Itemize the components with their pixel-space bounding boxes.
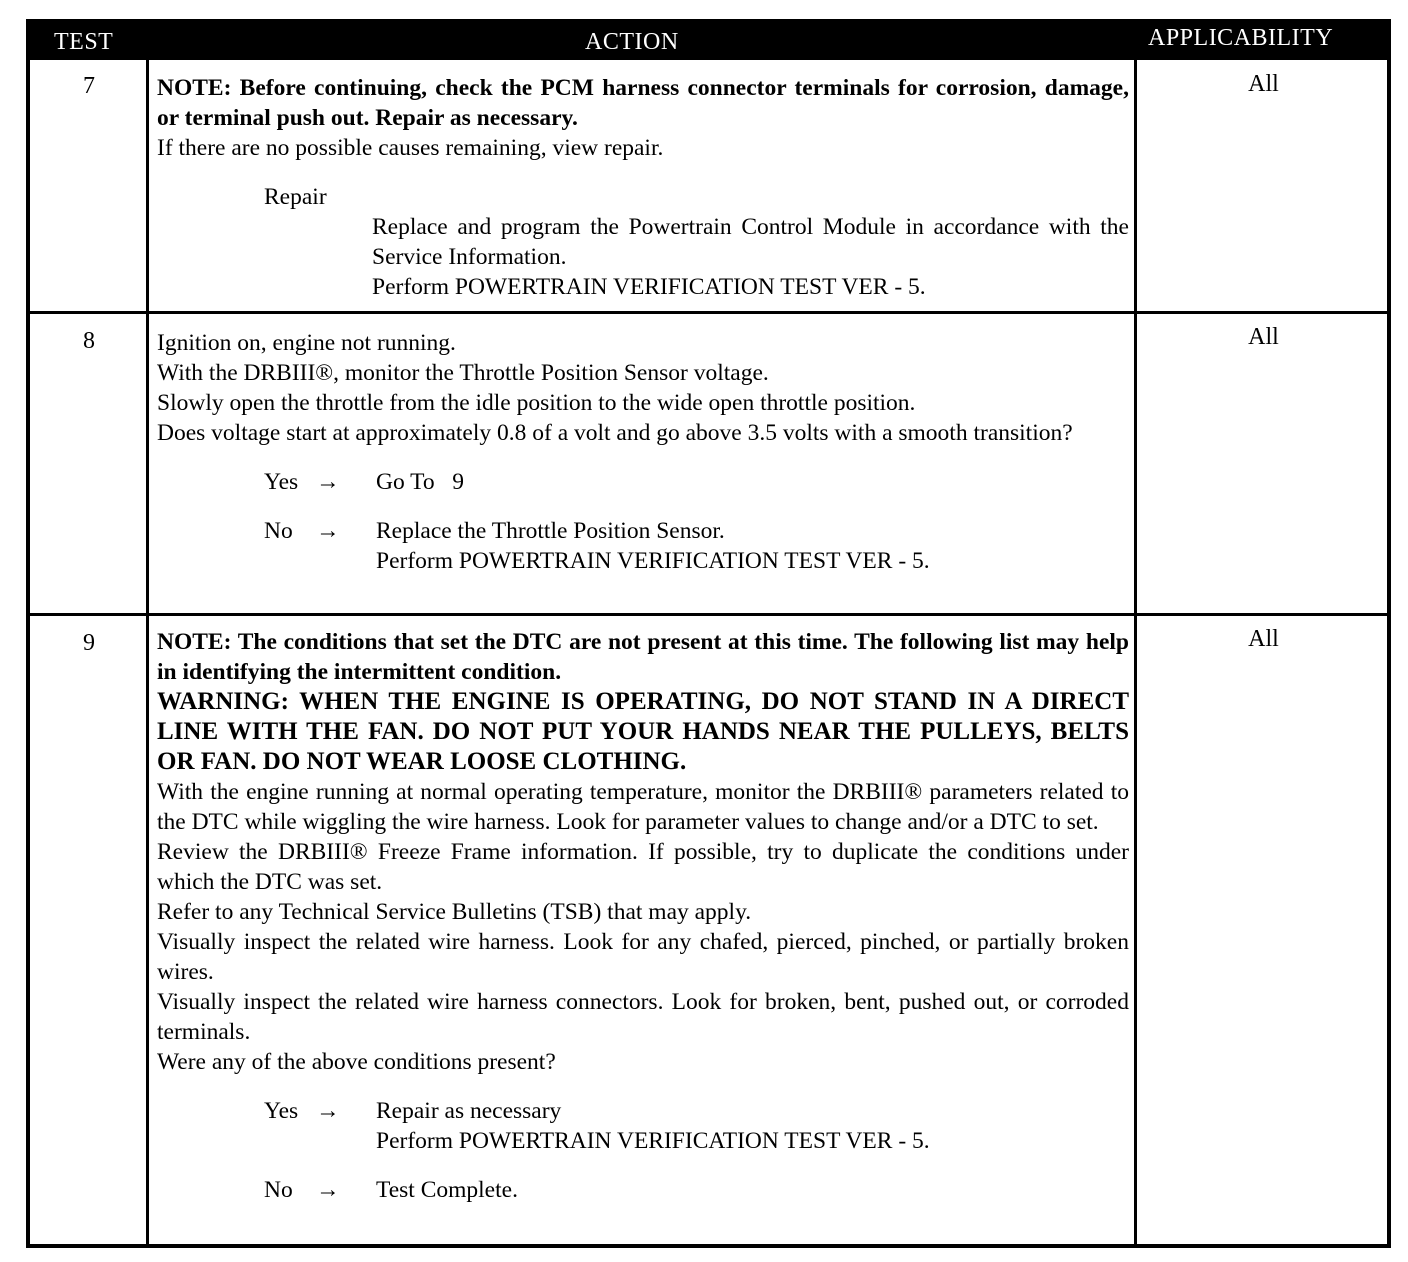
action-line: With the engine running at normal operating temperature, monitor the DRBIII® parameters related to the DTC while wiggling the wire harness. Look for parameter values to change and/or a DTC to set. xyxy=(157,779,1129,835)
yes-branch xyxy=(264,467,1129,497)
action-line: Does voltage start at approximately 0.8 of a volt and go above 3.5 volts with a smooth transition? xyxy=(157,420,1073,446)
applicability-value: All xyxy=(1248,626,1279,652)
repair-verify: Perform POWERTRAIN VERIFICATION TEST VER - 5. xyxy=(372,274,926,300)
test-number: 9 xyxy=(83,630,95,656)
action-line: Visually inspect the related wire harness connectors. Look for broken, bent, pushed out, or corroded terminals. xyxy=(157,989,1129,1045)
arrow-icon: → xyxy=(316,469,340,495)
action-cell xyxy=(157,627,1129,1205)
no-label: No xyxy=(264,518,293,544)
no-verify: Perform POWERTRAIN VERIFICATION TEST VER - 5. xyxy=(376,548,930,574)
note-text: NOTE: The conditions that set the DTC are not present at this time. The following list may help in identifying the intermittent condition. xyxy=(157,629,1129,685)
test-table xyxy=(26,19,1391,1248)
warning-text: WARNING: WHEN THE ENGINE IS OPERATING, DO NOT STAND IN A DIRECT LINE WITH THE FAN. DO NOT PUT YOUR HANDS NEAR THE PULLEYS, BELTS OR FAN. DO NOT WEAR LOOSE CLOTHING. xyxy=(157,688,1129,775)
column-divider-applicability xyxy=(1134,60,1137,1248)
no-text: Replace the Throttle Position Sensor. xyxy=(376,518,725,544)
no-text: Test Complete. xyxy=(376,1177,518,1203)
yes-verify: Perform POWERTRAIN VERIFICATION TEST VER - 5. xyxy=(376,1128,930,1154)
arrow-icon: → xyxy=(316,1098,340,1124)
repair-label: Repair xyxy=(264,184,327,210)
repair-text: Replace and program the Powertrain Control Module in accordance with the Service Information. xyxy=(372,214,1129,270)
test-number: 8 xyxy=(83,328,95,354)
yes-branch xyxy=(264,1096,1129,1156)
row-divider xyxy=(30,311,1387,314)
yes-text: Repair as necessary xyxy=(376,1098,562,1124)
action-line: With the DRBIII®, monitor the Throttle Position Sensor voltage. xyxy=(157,360,769,386)
header-applicability: APPLICABILITY xyxy=(1148,25,1334,51)
applicability-value: All xyxy=(1248,324,1279,350)
action-line: Refer to any Technical Service Bulletins (TSB) that may apply. xyxy=(157,899,752,925)
header-action: ACTION xyxy=(585,29,679,55)
action-line: Review the DRBIII® Freeze Frame information. If possible, try to duplicate the conditions under which the DTC was set. xyxy=(157,839,1129,895)
action-line: Ignition on, engine not running. xyxy=(157,330,456,356)
arrow-icon: → xyxy=(316,1177,340,1203)
no-branch xyxy=(264,1175,1129,1205)
arrow-icon: → xyxy=(316,518,340,544)
applicability-value: All xyxy=(1248,71,1279,97)
test-number: 7 xyxy=(83,73,95,99)
yes-text: Go To 9 xyxy=(376,469,465,495)
action-line: If there are no possible causes remaining, view repair. xyxy=(157,135,664,161)
row-divider xyxy=(30,613,1387,616)
no-label: No xyxy=(264,1177,293,1203)
action-cell xyxy=(157,73,1129,302)
action-line: Were any of the above conditions present? xyxy=(157,1049,556,1075)
no-branch xyxy=(264,516,1129,576)
yes-label: Yes xyxy=(264,1098,299,1124)
table-header xyxy=(30,23,1387,60)
yes-label: Yes xyxy=(264,469,299,495)
action-cell xyxy=(157,328,1129,576)
note-text: NOTE: Before continuing, check the PCM harness connector terminals for corrosion, damage, or terminal push out. Repair as necessary. xyxy=(157,75,1129,131)
action-line: Slowly open the throttle from the idle position to the wide open throttle position. xyxy=(157,390,916,416)
action-line: Visually inspect the related wire harness. Look for any chafed, pierced, pinched, or partially broken wires. xyxy=(157,929,1129,985)
header-test: TEST xyxy=(54,29,114,55)
